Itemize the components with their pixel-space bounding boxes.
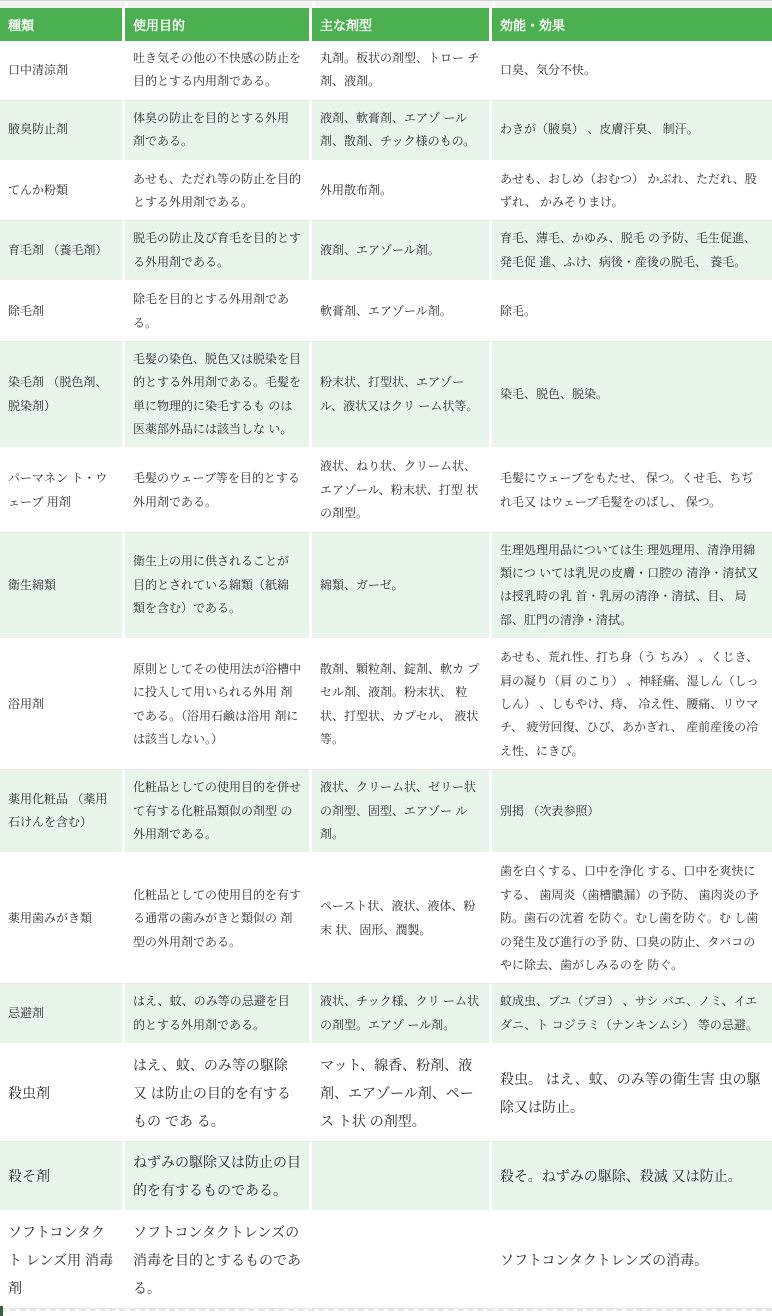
table-bottom-border [0, 1309, 772, 1316]
cell-kind: 浴用剤 [0, 640, 125, 770]
cell-kind: 忌避剤 [0, 984, 125, 1045]
cell-kind: 口中清涼剤 [0, 41, 125, 101]
quasi-drug-category-table [0, 8, 772, 1309]
cell-purpose: 脱毛の防止及び育毛を目的とする外用剤である。 [125, 221, 312, 282]
cell-purpose: 体臭の防止を目的とする外用 剤である。 [125, 101, 312, 162]
table-edge-mark [0, 1306, 3, 1316]
cell-purpose: 原則としてその使用法が浴槽中に投入して用いられる外用 剤である。（浴用石鹸は浴用 剤には該当しない。） [125, 640, 312, 770]
header-purpose: 使用目的 [125, 8, 312, 41]
table-header-row [0, 8, 772, 41]
cell-effects: あせも、おしめ（おむつ） かぶれ、ただれ、股ずれ、 かみそりまけ。 [492, 162, 772, 222]
cell-effects: 除毛。 [492, 282, 772, 342]
cell-kind: 薬用歯みがき類 [0, 854, 125, 984]
table-row [0, 162, 772, 222]
cell-effects: 毛髪にウェーブをもたせ、 保つ。くせ毛、ちぢれ毛又 はウェーブ毛髪をのばし、 保つ。 [492, 449, 772, 532]
cell-purpose: 毛髪のウェーブ等を目的とする外用剤である。 [125, 449, 312, 532]
cell-purpose: 吐き気その他の不快感の防止を目的とする内用剤である。 [125, 41, 312, 101]
cell-kind: パーマネン ト・ウェーブ 用剤 [0, 449, 125, 532]
table-row [0, 282, 772, 342]
remnant-cell [495, 1, 772, 8]
cell-kind: 染毛剤 （脱色剤、 脱染剤） [0, 342, 125, 450]
cell-purpose: はえ、蚊、のみ等の駆除又 は防止の目的を有するもの であ る。 [125, 1045, 312, 1142]
cell-effects: 歯を白くする、口中を浄化 する、口中を爽快にする、 歯周炎（歯槽膿漏）の予防、 歯肉炎の予防。歯石の沈着 を防ぐ。むし歯を防ぐ。む し歯の発生及び進行の予 防、口臭の防止、タバコの やに除去、歯がしみるのを 防ぐ。 [492, 854, 772, 984]
table-row [0, 640, 772, 770]
cell-kind: 除毛剤 [0, 282, 125, 342]
cell-forms: 外用散布剤。 [312, 162, 492, 222]
cell-forms: 散剤、顆粒剤、錠剤、軟カ プセル剤、液剤。粉末状、 粒状、打型状、カプセル、 液状等。 [312, 640, 492, 770]
previous-row-remnant [0, 0, 772, 8]
cell-kind: 殺そ剤 [0, 1142, 125, 1212]
cell-forms: ペースト状、液状、液体、粉末 状、固形、潤製。 [312, 854, 492, 984]
cell-forms: 液剤、エアゾール剤。 [312, 221, 492, 282]
cell-forms: 液剤、軟膏剤、エアゾ ール 剤、散剤、チック様のもの。 [312, 101, 492, 162]
cell-purpose: 化粧品としての使用目的を有する通常の歯みがきと類似の 剤型の外用剤である。 [125, 854, 312, 984]
table-row [0, 770, 772, 854]
cell-purpose: 毛髪の染色、脱色又は脱染を目的とする外用剤である。毛髪を単に物理的に染毛するも のは医薬部外品には該当しな い。 [125, 342, 312, 450]
cell-forms: 丸剤。板状の剤型、トロー チ剤、液剤。 [312, 41, 492, 101]
remnant-cell [315, 1, 492, 8]
cell-kind: 衛生綿類 [0, 533, 125, 641]
table-row [0, 533, 772, 641]
cell-forms: 液状、チック様、クリ ーム状の剤型。エアゾ ール剤。 [312, 984, 492, 1045]
cell-purpose: ねずみの駆除又は防止の目 的を有するものである。 [125, 1142, 312, 1212]
cell-effects: わきが（腋臭） 、皮膚汗臭、 制汗。 [492, 101, 772, 162]
cell-effects: 別掲 （次表参照） [492, 770, 772, 854]
table-row [0, 342, 772, 450]
cell-forms: 粉末状、打型状、エアゾー ル、液状又はクリ ーム状等。 [312, 342, 492, 450]
cell-effects: あせも、荒れ性、打ち身（う ちみ） 、くじき、肩の凝り（肩 のこり） 、神経痛、湿しん（しっ しん） 、しもやけ、痔、 冷え性、腰痛、リウマチ、 疲労回復、ひび、あかぎれ、 産前産後の冷え性、にきび。 [492, 640, 772, 770]
cell-effects: 生理処理用品については生 理処理用、清浄用綿類につ いては乳児の皮膚・口腔の 清浄・清拭又は授乳時の乳 首・乳房の清浄・清拭、目、 局部、肛門の清浄・清拭。 [492, 533, 772, 641]
table-row [0, 1142, 772, 1212]
table-row [0, 101, 772, 162]
header-forms: 主な剤型 [312, 8, 492, 41]
cell-effects: 殺そ。ねずみの駆除、殺滅 又は防止。 [492, 1142, 772, 1212]
cell-purpose: 衛生上の用に供されることが 目的とされている綿類（紙綿 類を含む）である。 [125, 533, 312, 641]
cell-kind: 育毛剤 （養毛剤） [0, 221, 125, 282]
cell-effects: 蚊成虫、ブユ（ブヨ） 、サシ バエ、ノミ、イエ ダニ、ト コジラミ（ナンキンムシ） 等の忌避。 [492, 984, 772, 1045]
cell-purpose: ソフトコンタクトレンズの 消毒を目的とするものであ る。 [125, 1212, 312, 1309]
cell-kind: 殺虫剤 [0, 1045, 125, 1142]
cell-purpose: 除毛を目的とする外用剤であ る。 [125, 282, 312, 342]
cell-kind: 腋臭防止剤 [0, 101, 125, 162]
cell-effects: 口臭、気分不快。 [492, 41, 772, 101]
cell-forms: 軟膏剤、エアゾール剤。 [312, 282, 492, 342]
cell-forms: 液状、ねり状、クリーム状、 エアゾール、粉末状、打型 状の剤型。 [312, 449, 492, 532]
table-row [0, 984, 772, 1045]
header-kind: 種類 [0, 8, 125, 41]
cell-purpose: あせも、ただれ等の防止を目的とする外用剤である。 [125, 162, 312, 222]
cell-forms: 綿類、ガーゼ。 [312, 533, 492, 641]
cell-forms [312, 1212, 492, 1309]
cell-kind: ソフトコンタクト レンズ用 消毒剤 [0, 1212, 125, 1309]
table-row [0, 1212, 772, 1309]
cell-effects: ソフトコンタクトレンズの消毒。 [492, 1212, 772, 1309]
cell-forms [312, 1142, 492, 1212]
cell-purpose: はえ、蚊、のみ等の忌避を目的とする外用剤である。 [125, 984, 312, 1045]
remnant-cell [128, 1, 312, 8]
cell-kind: 薬用化粧品 （薬用石けんを含む） [0, 770, 125, 854]
cell-forms: 液状、クリーム状、ゼリー状の剤型、固型、エアゾー ル剤。 [312, 770, 492, 854]
table-row [0, 1045, 772, 1142]
cell-purpose: 化粧品としての使用目的を併せて有する化粧品類似の剤型 の外用剤である。 [125, 770, 312, 854]
cell-forms: マット、線香、粉剤、液 剤、エアゾール剤、ペース ト状 の剤型。 [312, 1045, 492, 1142]
table-row [0, 449, 772, 532]
cell-effects: 殺虫。 はえ、蚊、のみ等の衛生害 虫の駆除又は防止。 [492, 1045, 772, 1142]
cell-effects: 染毛、脱色、脱染。 [492, 342, 772, 450]
cell-kind: てんか粉類 [0, 162, 125, 222]
header-effects: 効能・効果 [492, 8, 772, 41]
table-row [0, 854, 772, 984]
remnant-cell [0, 1, 125, 8]
cell-effects: 育毛、薄毛、かゆみ、脱毛 の予防、毛生促進、発毛促 進、ふけ、病後・産後の脱毛、 養毛。 [492, 221, 772, 282]
table-row [0, 41, 772, 101]
table-row [0, 221, 772, 282]
